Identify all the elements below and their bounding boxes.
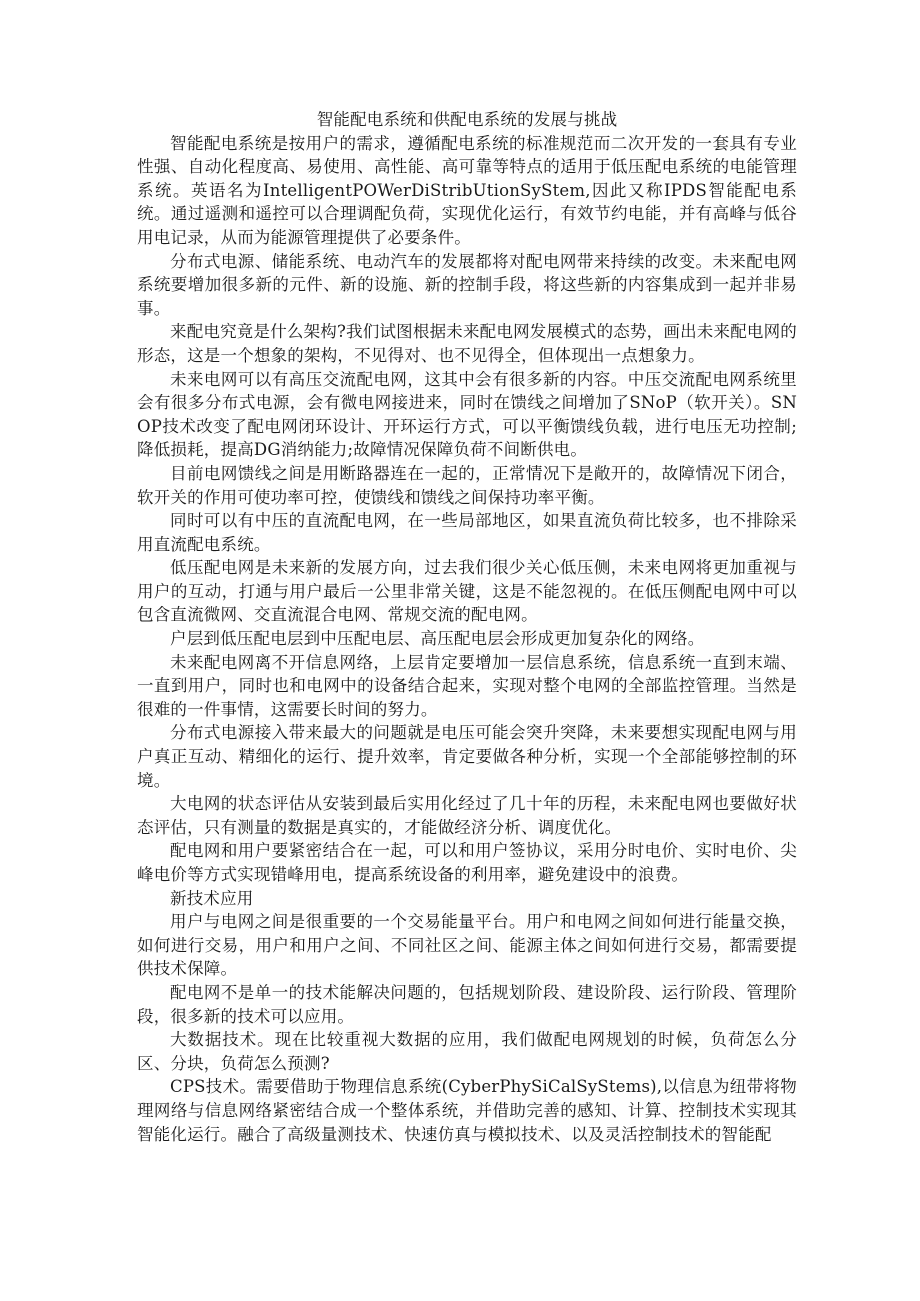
paragraph-cps: CPS技术。需要借助于物理信息系统(CyberPhySiCalSyStems),以信息为纽带将物理网络与信息网络紧密结合成一个整体系统，并借助完善的感知、计算、控制技术实现其智能化运行。融合了高级量测技术、快速仿真与模拟技术、以及灵活控制技术的智能配 <box>137 1077 797 1144</box>
paragraph-feeder-breakers: 目前电网馈线之间是用断路器连在一起的，正常情况下是敞开的，故障情况下闭合，软开关的作用可使功率可控，使馈线和馈线之间保持功率平衡。 <box>137 463 797 507</box>
paragraph-distributed-sources: 分布式电源、储能系统、电动汽车的发展都将对配电网带来持续的改变。未来配电网系统要增加很多新的元件、新的设施、新的控制手段，将这些新的内容集成到一起并非易事。 <box>137 251 797 318</box>
section-heading-new-tech: 新技术应用 <box>170 888 254 908</box>
paragraph-lv-grid: 低压配电网是未来新的发展方向，过去我们很少关心低压侧，未来电网将更加重视与用户的互动，打通与用户最后一公里非常关键，这是不能忽视的。在低压侧配电网中可以包含直流微网、交直流混合电网、常规交流的配电网。 <box>137 558 797 625</box>
paragraph-layers: 户层到低压配电层到中压配电层、高压配电层会形成更加复杂化的网络。 <box>170 629 705 649</box>
paragraph-voltage-issue: 分布式电源接入带来最大的问题就是电压可能会突升突降，未来要想实现配电网与用户真正互动、精细化的运行、提升效率，肯定要做各种分析，实现一个全部能够控制的环境。 <box>137 723 797 790</box>
paragraph-energy-trading: 用户与电网之间是很重要的一个交易能量平台。用户和电网之间如何进行能量交换，如何进行交易，用户和用户之间、不同社区之间、能源主体之间如何进行交易，都需要提供技术保障。 <box>137 912 797 979</box>
paragraph-user-pricing: 配电网和用户要紧密结合在一起，可以和用户签协议，采用分时电价、实时电价、尖峰电价等方式实现错峰用电，提高系统设备的利用率，避免建设中的浪费。 <box>137 841 797 884</box>
paragraph-mv-dc-grid: 同时可以有中压的直流配电网，在一些局部地区，如果直流负荷比较多，也不排除采用直流配电系统。 <box>137 511 797 554</box>
paragraph-intro: 智能配电系统是按用户的需求，遵循配电系统的标准规范而二次开发的一套具有专业性强、自动化程度高、易使用、高性能、高可靠等特点的适用于低压配电系统的电能管理系统。英语名为IntelligentPOWerDiStribUtionSyStem,因此又称IPDS智能配电系统。通过遥测和遥控可以合理调配负荷，实现优化运行，有效节约电能，并有高峰与低谷用电记录，从而为能源管理提供了必要条件。 <box>137 133 797 247</box>
paragraph-big-data: 大数据技术。现在比较重视大数据的应用，我们做配电网规划的时候，负荷怎么分区、分块，负荷怎么预测? <box>137 1030 797 1073</box>
paragraph-state-estimation: 大电网的状态评估从安装到最后实用化经过了几十年的历程，未来配电网也要做好状态评估，只有测量的数据是真实的，才能做经济分析、调度优化。 <box>137 794 797 837</box>
paragraph-info-network: 未来配电网离不开信息网络，上层肯定要增加一层信息系统，信息系统一直到末端、一直到用户，同时也和电网中的设备结合起来，实现对整个电网的全部监控管理。当然是很难的一件事情，这需要长时间的努力。 <box>137 652 797 719</box>
paragraph-multi-stage: 配电网不是单一的技术能解决问题的，包括规划阶段、建设阶段、运行阶段、管理阶段，很多新的技术可以应用。 <box>137 982 797 1026</box>
document-title: 智能配电系统和供配电系统的发展与挑战 <box>316 110 618 129</box>
paragraph-architecture: 来配电究竟是什么架构?我们试图根据未来配电网发展模式的态势，画出未来配电网的形态，这是一个想象的架构，不见得对、也不见得全，但体现出一点想象力。 <box>137 322 797 365</box>
paragraph-hv-ac-grid: 未来电网可以有高压交流配电网，这其中会有很多新的内容。中压交流配电网系统里会有很多分布式电源，会有微电网接进来，同时在馈线之间增加了SNoP（软开关）。SNOP技术改变了配电网闭环设计、开环运行方式，可以平衡馈线负载，进行电压无功控制;降低损耗，提高DG消纳能力;故障情况保障负荷不间断供电。 <box>137 369 797 460</box>
document-body <box>137 108 797 1146</box>
